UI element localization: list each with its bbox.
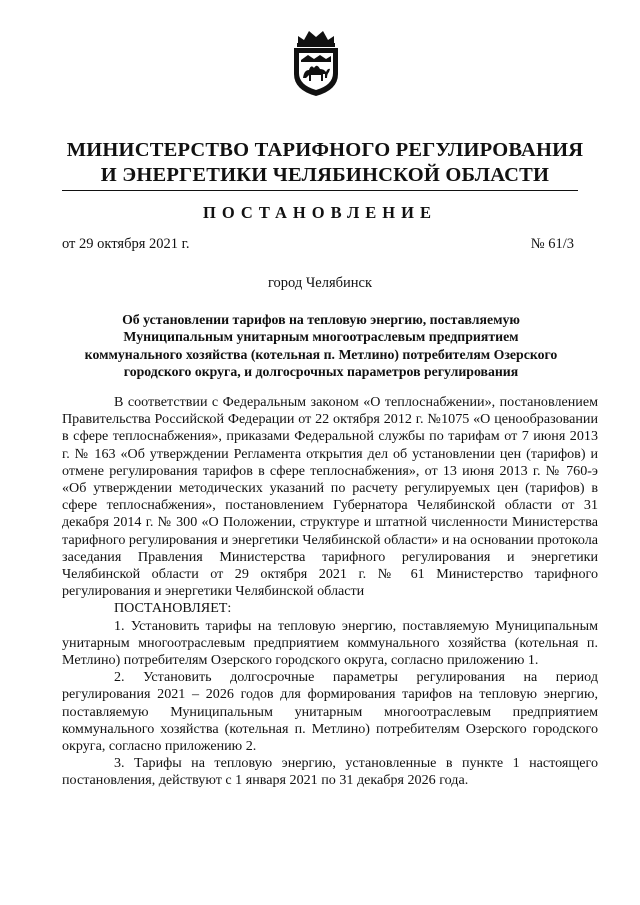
document-city: город Челябинск [267,275,373,291]
item-1-paragraph: 1. Установить тарифы на тепловую энергию, поставляемую Муниципальным унитарным многоотраслевым предприятием коммунального хозяйства (котельная п. Метлино) потребителям Озерского городского округа, согласно приложению 1. [62,617,598,669]
document-type-title: ПОСТАНОВЛЕНИЕ [203,203,437,222]
resolves-paragraph: ПОСТАНОВЛЯЕТ: [114,600,232,617]
preamble-paragraph: В соответствии с Федеральным законом «О теплоснабжении», постановлением Правительства Российской Федерации от 22 октября 2012 г. №1075 «О ценообразовании в сфере теплоснабжения», приказами Федеральной службы по тарифам от 7 июня 2013 г. № 163 «Об утверждении Регламента открытия дел об установлении цен (тарифов) и отмене регулирования тарифов в сфере теплоснабжения», от 13 июня 2013 г. № 760-э «Об утверждении методических указаний по расчету регулируемых цен (тарифов) в сфере теплоснабжения», постановлением Губернатора Челябинской области от 31 декабря 2014 г. № 300 «О Положении, структуре и штатной численности Министерства тарифного регулирования и энергетики Челябинской области» и на основании протокола заседания Правления Министерства тарифного регулирования и энергетики Челябинской области от 29 октября 2021 г. № 61 Министерство тарифного регулирования и энергетики Челябинской области [62,394,598,600]
document-number: № 61/3 [530,236,574,252]
subject-line: Муниципальным унитарным многоотраслевым предприятием [123,329,519,345]
subject-line: Об установлении тарифов на тепловую энергию, поставляемую [122,312,520,327]
item-2-paragraph: 2. Установить долгосрочные параметры регулирования на период регулирования 2021 – 2026 годов для формирования тарифов на тепловую энергию, поставляемую Муниципальным унитарным многоотраслевым предприятием коммунального хозяйства (котельная п. Метлино) потребителям Озерского городского округа, согласно приложению 2. [62,669,598,755]
item-3-paragraph: 3. Тарифы на тепловую энергию, установленные в пункте 1 настоящего постановления, действуют с 1 января 2021 по 31 декабря 2026 года. [62,755,598,789]
ministry-name [60,138,590,188]
document-date: от 29 октября 2021 г. [62,236,190,252]
ministry-name-line2: И ЭНЕРГЕТИКИ ЧЕЛЯБИНСКОЙ ОБЛАСТИ [100,164,550,186]
coat-of-arms-emblem [290,28,342,98]
ministry-name-line1: МИНИСТЕРСТВО ТАРИФНОГО РЕГУЛИРОВАНИЯ [66,139,584,161]
subject-line: коммунального хозяйства (котельная п. Метлино) потребителям Озерского [84,346,558,362]
header-divider [62,190,578,191]
subject-line: городского округа, и долгосрочных параметров регулирования [123,363,519,379]
document-body [62,394,598,790]
document-subject [62,311,580,380]
